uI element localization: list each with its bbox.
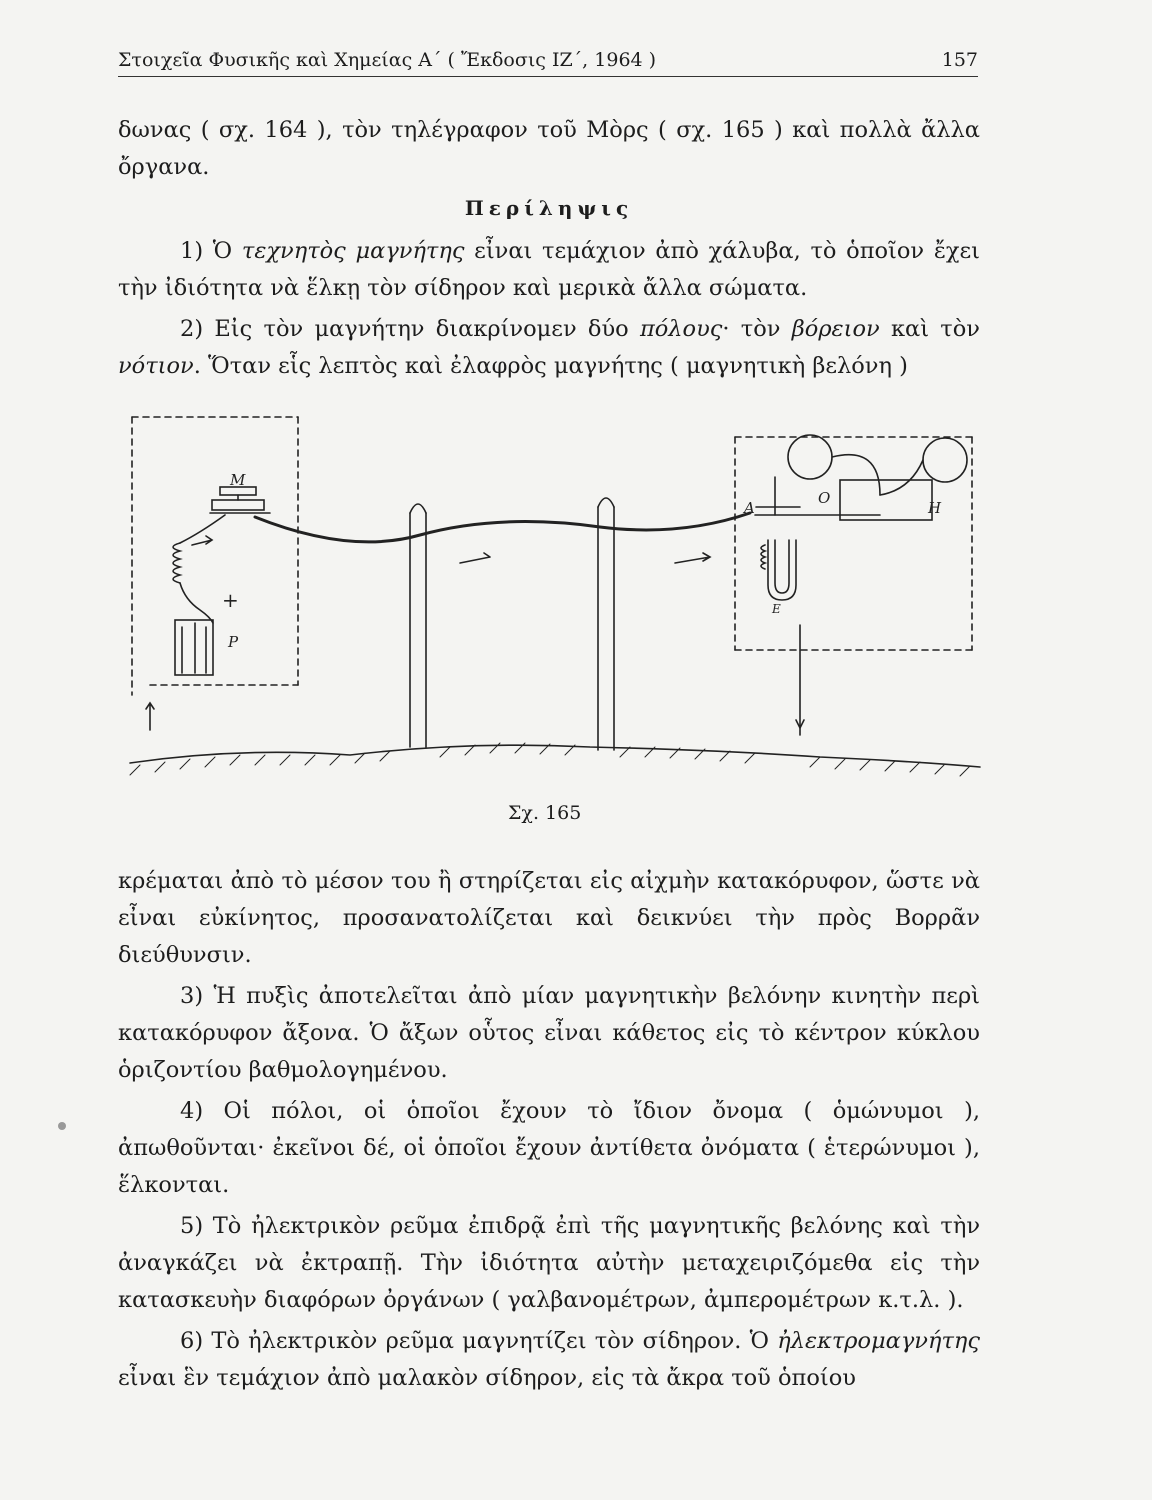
- ground-hatching: [130, 743, 970, 776]
- sender-coil: [173, 515, 225, 623]
- item-1-start: 1) Ὁ: [180, 238, 242, 264]
- summary-item-5: 5) Τὸ ἠλεκτρικὸν ρεῦμα ἐπιδρᾷ ἐπὶ τῆς μαγνητικῆς βελόνης καὶ τὴν ἀναγκάζει νὰ ἐκτραπῇ. Τὴν ἰδιότητα αὐτὴν μεταχειριζόμεθα εἰς τὴν κατασκευὴν διαφόρων ὀργάνων ( γαλβανομέτρων, ἀμπερομέτρων κ.τ.λ. ).: [118, 1213, 980, 1313]
- telegraph-wire: [255, 513, 750, 542]
- summary-item-6: [118, 1323, 980, 1397]
- receiver-box-outline: [735, 437, 972, 650]
- telegraph-figure: [120, 395, 990, 805]
- margin-mark: [58, 1122, 66, 1130]
- top-text-block: [118, 112, 980, 389]
- item-6-end: εἶναι ἓν τεμάχιον ἀπὸ μαλακὸν σίδηρον, εἰς τὰ ἄκρα τοῦ ὁποίου: [118, 1365, 856, 1391]
- telegraph-pole-right: [598, 498, 614, 750]
- item-2-part-c: καὶ τὸν: [879, 316, 980, 342]
- telegraph-pole-left: [410, 504, 426, 747]
- item-2-part-d: . Ὅταν εἷς λεπτὸς καὶ ἐλαφρὸς μαγνήτης ( μαγνητικὴ βελόνη ): [193, 353, 908, 379]
- item-6-start: 6) Τὸ ἠλεκτρικὸν ρεῦμα μαγνητίζει τὸν σίδηρον. Ὁ: [180, 1328, 778, 1354]
- item-1-end: εἶναι τεμάχιον ἀπὸ χάλυβα, τὸ ὁποῖον ἔχει τὴν ἰδιότητα νὰ ἕλκῃ τὸν σίδηρον καὶ μερικὰ ἄλλα σώματα.: [118, 238, 981, 301]
- item-2-term-north: βόρειον: [791, 316, 880, 342]
- item-2-continuation: κρέμαται ἀπὸ τὸ μέσον του ἢ στηρίζεται εἰς αἰχμὴν κατακόρυφον, ὥστε νὰ εἶναι εὐκίνητος, προσανατολίζεται καὶ δεικνύει τὴν πρὸς Βορρᾶν διεύθυνσιν.: [118, 868, 980, 968]
- continuation-paragraph: δωνας ( σχ. 164 ), τὸν τηλέγραφον τοῦ Μὸρς ( σχ. 165 ) καὶ πολλὰ ἄλλα ὄργανα.: [118, 117, 980, 180]
- summary-item-3: 3) Ἡ πυξὶς ἀποτελεῖται ἀπὸ μίαν μαγνητικὴν βελόνην κινητὴν περὶ κατακόρυφον ἄξονα. Ὁ ἄξων οὗτος εἶναι κάθετος εἰς τὸ κέντρον κύκλου ὁριζοντίου βαθμολογημένου.: [118, 983, 980, 1083]
- label-h: H: [928, 499, 942, 517]
- figure-caption: Σχ. 165: [508, 802, 582, 824]
- label-e: E: [772, 602, 781, 616]
- label-plus: +: [222, 588, 239, 612]
- running-title: Στοιχεῖα Φυσικῆς καὶ Χημείας Α΄ ( Ἔκδοσις ΙΖ΄, 1964 ): [118, 49, 657, 71]
- label-m: M: [230, 471, 246, 489]
- item-6-term: ἠλεκτρομαγνήτης: [777, 1328, 980, 1354]
- item-1-term: τεχνητὸς μαγνήτης: [241, 238, 465, 264]
- item-2-part-b: · τὸν: [722, 316, 792, 342]
- morse-key: [210, 487, 270, 513]
- page-number: 157: [941, 49, 978, 71]
- summary-item-4: 4) Οἱ πόλοι, οἱ ὁποῖοι ἔχουν τὸ ἴδιον ὄνομα ( ὁμώνυμοι ), ἀπωθοῦνται· ἐκεῖνοι δέ, οἱ ὁποῖοι ἔχουν ἀντίθετα ὀνόματα ( ἑτερώνυμοι ), ἕλκονται.: [118, 1098, 980, 1198]
- item-2-term-poles: πόλους: [639, 316, 723, 342]
- item-2-part-a: 2) Εἰς τὸν μαγνήτην διακρίνομεν δύο: [180, 316, 640, 342]
- page-header: [118, 44, 978, 77]
- ground-line: [130, 745, 980, 767]
- summary-heading: Περίληψις: [464, 196, 634, 220]
- label-o: O: [818, 489, 831, 507]
- sender-box-outline: [132, 417, 298, 695]
- summary-item-2: [118, 311, 980, 385]
- item-2-term-south: νότιον: [118, 353, 194, 379]
- bottom-text-block: [118, 863, 980, 1401]
- label-p: P: [228, 633, 239, 651]
- label-a: A: [744, 499, 755, 517]
- summary-item-1: [118, 233, 980, 307]
- battery: [175, 620, 213, 675]
